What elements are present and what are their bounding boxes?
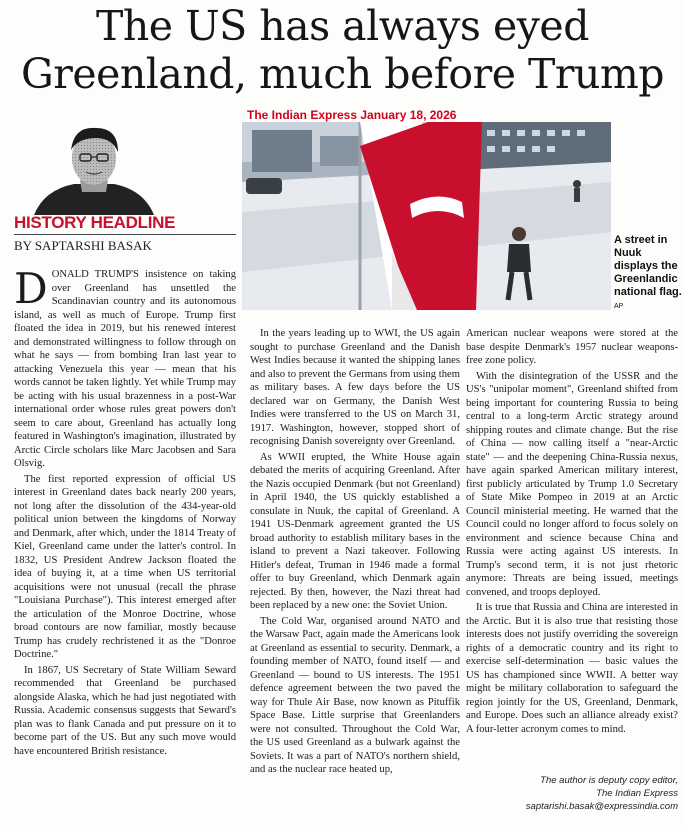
article-paragraph: In the years leading up to WWI, the US again sought to purchase Greenland and the Danish West Indies because it wanted the shipping lanes and also to prevent the Germans from using them as military bases. A few days before the US declared war on Germany, the Danish West Indies were transferred to the US on March 31, 1917. Washington, however, stopped short of recognising Danish sovereignty over Greenland. [250, 328, 460, 447]
article-paragraph: The Cold War, organised around NATO and the Warsaw Pact, again made the Americans look at Greenland as essential to security. Denmark, a founding member of NATO, found itself — and Greenland — bound to US interests. The 1951 defence agreement between the two paved the way for Thule Air Base, now known as Pituffik Space Base. Little surprise that Greenlanders were not consulted. Throughout the Cold War, the US used Greenland as a bulwark against the Soviets. It was a part of NATO's northern shield, and as the nuclear race heated up, [250, 615, 460, 775]
author-portrait [14, 120, 174, 215]
article-column-2 [250, 327, 460, 779]
photo-credit: AP [614, 303, 624, 310]
article-column-3 [466, 327, 678, 738]
article-paragraph: In 1867, US Secretary of State William Seward recommended that Greenland be purchased alongside Alaska, which he had just negotiated with Russia. Academic consensus suggests that Seward's plan was to flank Canada and put pressure on it to become part of the US. But any such move would have encountered British resistance. [14, 664, 236, 757]
author-footnote [466, 774, 678, 813]
footnote-publication: The Indian Express [596, 788, 678, 799]
author-email[interactable]: saptarishi.basak@expressindia.com [525, 801, 678, 812]
article-paragraph: As WWII erupted, the White House again debated the merits of acquiring Greenland. After the Nazis occupied Denmark (but not Greenland) in April 1940, the US quickly established a consulate in Nuuk, the capital of Greenland. A 1941 US-Denmark agreement granted the US broad authority to establish military bases in the island to prevent a Nazi takeover. Following Hitler's defeat, Truman in 1946 made a formal offer to buy Greenland, which Denmark again rejected. By then, however, the Nazi threat had been replaced by a new one: the Soviet Union. [250, 451, 460, 611]
headline-line-2: Greenland, much before Trump [21, 50, 664, 98]
section-label: HISTORY HEADLINE [14, 213, 176, 232]
caption-text: A street in Nuuk displays the Greenlandic national flag. [614, 234, 682, 298]
photo-caption [614, 234, 684, 313]
headline-line-1: The US has always eyed [96, 2, 589, 50]
drop-cap: D [14, 264, 48, 313]
article-column-1 [14, 264, 236, 760]
section-divider [14, 234, 236, 235]
footnote-role: The author is deputy copy editor, [540, 775, 678, 786]
article-paragraph: With the disintegration of the USSR and the US's "unipolar moment", Greenland shifted from being important for countering Russia to being central to a long-term Arctic strategy around shipping routes and climate change. But the rise of China — now calling itself a "near-Arctic state" — and the deepening China-Russia nexus, have again sparked American military interest, first publicly articulated by Trump 1.0 Secretary of State Mike Pompeo in 2019 at an Arctic Council ministerial meeting. He warned that the Council could no longer afford to focus solely on environment and science because China and Russia were acting against US interests. In Trump's second term, it is not just rhetoric anymore: Threats are being issued, meetings convened, and troops deployed. [466, 370, 678, 598]
article-paragraph: The first reported expression of official US interest in Greenland dates back nearly 200 years, not long after the dissolution of the 434-year-old political union between the kingdoms of Norway and Denmark, after which, under the 1814 Treaty of Kiel, Greenland came under the latter's control. In 1832, US President Andrew Jackson floated the idea of buying it, at a time when US territorial acquisitions were not unusual (recall the phrase "Louisiana Purchase"). This interest emerged after the articulation of the Monroe Doctrine, whose broad contours are now familiar, mostly because Trump has crudely rechristened it as the "Donroe Doctrine." [14, 473, 236, 660]
byline [14, 238, 152, 254]
news-photo [242, 122, 611, 310]
article-paragraph: It is true that Russia and China are interested in the Arctic. But it is also true that resisting those interests does not justify overriding the sovereign rights of a democratic country and its right to exercise self-determination — basic values the US has championed since WWII. A better way might be military collaboration to safeguard the region jointly for the US, Greenland, Denmark, and Europe. Does such an alliance already exist? A four-letter acronym comes to mind. [466, 602, 678, 735]
article-paragraph: DONALD TRUMP'S insistence on taking over Greenland has unsettled the Scandinavian country and its autonomous island, as well as much of Europe. Trump first floated the idea in 2019, but his renewed interest and demonstrated willingness to follow through on what he says — from bombing Iran last year to attacking Venezuela this year — mean that his words cannot be taken lightly. Yet while Trump may be acting with his usual brazenness in a post-War international order whose rules great powers don't seem to care about, Greenland has actually long featured in Washington's imagination, illustrated by Arctic Circle scholars like Marc Jacobsen and Sara Olsvig. [14, 264, 236, 469]
article-paragraph: American nuclear weapons were stored at the base despite Denmark's 1957 nuclear weapons-free zone policy. [466, 328, 678, 366]
byline-prefix: BY [14, 238, 32, 253]
byline-author: SAPTARSHI BASAK [34, 238, 152, 253]
publication-stamp: The Indian Express January 18, 2026 [247, 108, 457, 122]
